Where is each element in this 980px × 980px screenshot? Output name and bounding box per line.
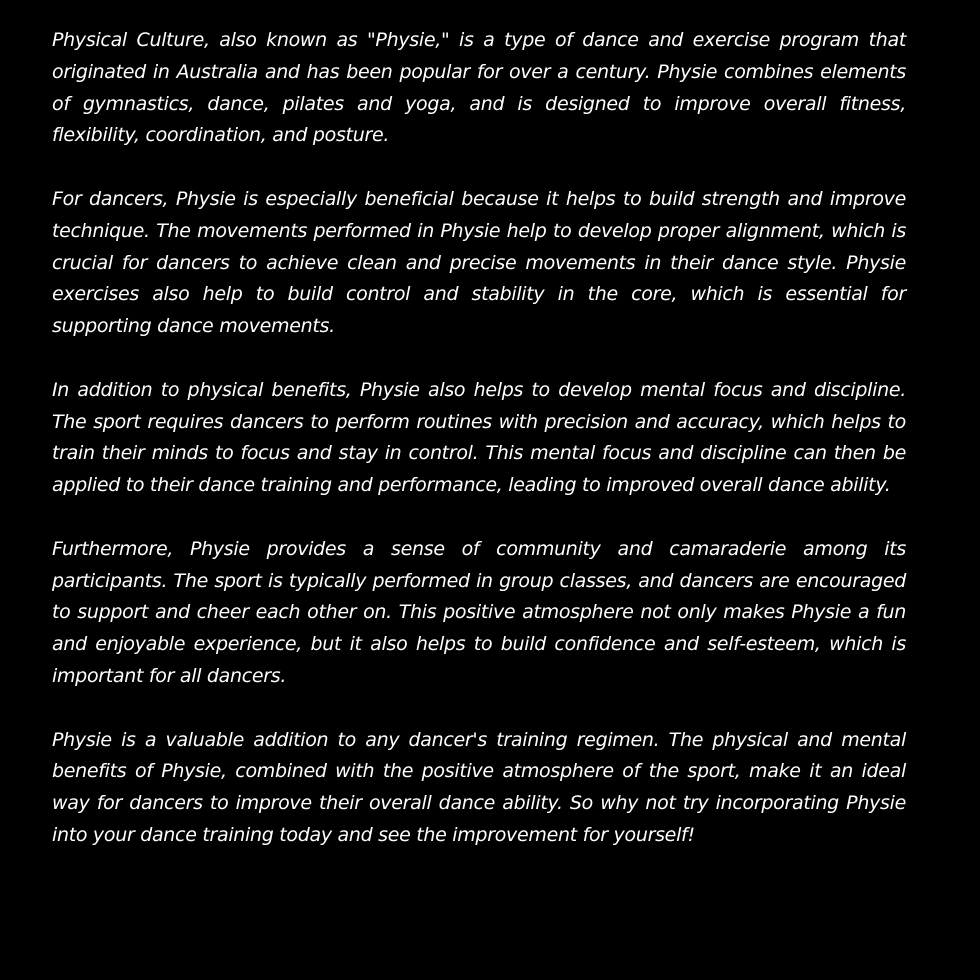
paragraph-intro: Physical Culture, also known as "Physie," is a type of dance and exercise program that originated in Australia and has been popular for over a century. Physie combines elements of gymnastics, dance, pilates and yoga, and is designed to improve overall fitness, flexibility, coordination, and posture. <box>52 29 906 147</box>
paragraph-community: Furthermore, Physie provides a sense of community and camaraderie among its participants. The sport is typically performed in group classes, and dancers are encouraged to support and cheer each other on. This positive atmosphere not only makes Physie a fun and enjoyable experience, but it also helps to build confidence and self-esteem, which is important for all dancers. <box>52 537 906 687</box>
article-body <box>52 25 906 852</box>
paragraph-mental-focus: In addition to physical benefits, Physie also helps to develop mental focus and discipline. The sport requires dancers to perform routines with precision and accuracy, which helps to train their minds to focus and stay in control. This mental focus and discipline can then be applied to their dance training and performance, leading to improved overall dance ability. <box>52 378 906 497</box>
paragraph-benefits-for-dancers: For dancers, Physie is especially beneficial because it helps to build strength and improve technique. The movements performed in Physie help to develop proper alignment, which is crucial for dancers to achieve clean and precise movements in their dance style. Physie exercises also help to build control and stability in the core, which is essential for supporting dance movements. <box>52 187 906 338</box>
paragraph-conclusion: Physie is a valuable addition to any dancer's training regimen. The physical and mental benefits of Physie, combined with the positive atmosphere of the sport, make it an ideal way for dancers to improve their overall dance ability. So why not try incorporating Physie into your dance training today and see the improvement for yourself! <box>52 728 906 846</box>
